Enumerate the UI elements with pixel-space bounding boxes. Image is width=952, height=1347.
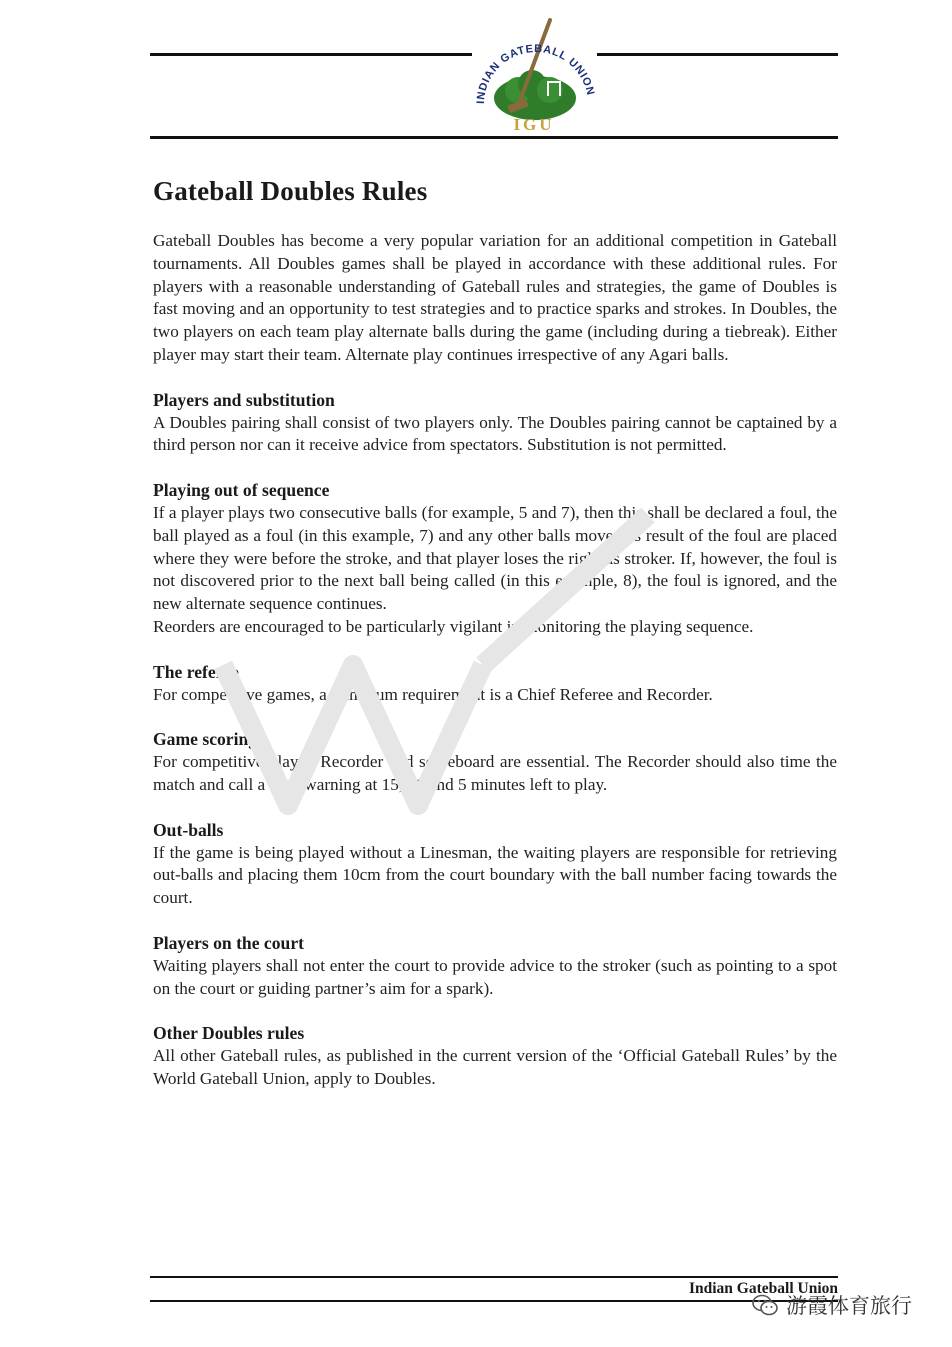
section-heading: Out-balls [153, 819, 224, 840]
section-paragraph: If the game is being played without a Linesman, the waiting players are responsible for retrieving out-balls and placing them 10cm from the court boundary with the ball number facing towards the court. [153, 842, 837, 908]
section-paragraph: Reorders are encouraged to be particularly vigilant in monitoring the playing sequence. [153, 616, 754, 636]
section-paragraph: For competitive play, a Recorder and scoreboard are essential. The Recorder should also time the match and call a time warning at 15, 10 and 5 minutes left to play. [153, 752, 837, 794]
logo-arc-text: INDIAN GATEBALL UNION [474, 42, 597, 105]
watermark-logo [193, 505, 663, 835]
section-heading: Players and substitution [153, 389, 335, 410]
section-heading: Game scoring [153, 729, 258, 750]
section-heading: Players on the court [153, 932, 304, 953]
section-players-on-court [153, 932, 837, 1000]
section-paragraph: For competitive games, a minimum requirement is a Chief Referee and Recorder. [153, 684, 713, 704]
section-other-doubles-rules [153, 1022, 837, 1090]
intro-paragraph: Gateball Doubles has become a very popular variation for an additional competition in Gateball tournaments. All Doubles games shall be played in accordance with these additional rules. For players with a reasonable understanding of Gateball rules and strategies, the game of Doubles is fast moving and an opportunity to test strategies and to practice sparks and strokes. In Doubles, the two players on each team play alternate balls during the game (including during a tiebreak). Either player may start their team. Alternate play continues irrespective of any Agari balls. [153, 231, 837, 364]
wechat-account-name: 游霞体育旅行 [786, 1294, 912, 1318]
header-rule-top-left [150, 53, 472, 56]
wechat-source-badge [752, 1290, 912, 1320]
igu-logo [470, 18, 598, 136]
section-paragraph: Waiting players shall not enter the court to provide advice to the stroker (such as pointing to a spot on the court or guiding partner’s aim for a spark). [153, 955, 837, 998]
page-title: Gateball Doubles Rules [153, 176, 428, 206]
section-heading: Other Doubles rules [153, 1023, 305, 1044]
section-paragraph: A Doubles pairing shall consist of two players only. The Doubles pairing cannot be captained by a third person nor can it receive advice from spectators. Substitution is not permitted. [153, 412, 837, 455]
section-paragraph: If a player plays two consecutive balls (for example, 5 and 7), then this shall be declared a foul, the ball played as a foul (in this example, 7) and any other balls moved as result of the foul are placed where they were before the stroke, and that player loses the right as stroker. If, however, the foul is not discovered prior to the next ball being called (in this example, 8), the foul is ignored, and the new alternate sequence continues. [153, 502, 837, 614]
wechat-icon [752, 1294, 778, 1316]
logo-initials: IGU [513, 115, 555, 134]
section-heading: Playing out of sequence [153, 480, 330, 501]
section-paragraph: All other Gateball rules, as published in the current version of the ‘Official Gateball Rules’ by the World Gateball Union, apply to Doubles. [153, 1046, 837, 1088]
header-rule-bottom [150, 136, 838, 139]
footer-rule-top [150, 1276, 838, 1278]
footer-organization: Indian Gateball Union [688, 1280, 838, 1297]
footer-rule-bottom [150, 1300, 838, 1302]
section-heading: The referee [153, 661, 239, 682]
section-players-substitution [153, 389, 837, 457]
header-rule-top-right [597, 53, 838, 56]
